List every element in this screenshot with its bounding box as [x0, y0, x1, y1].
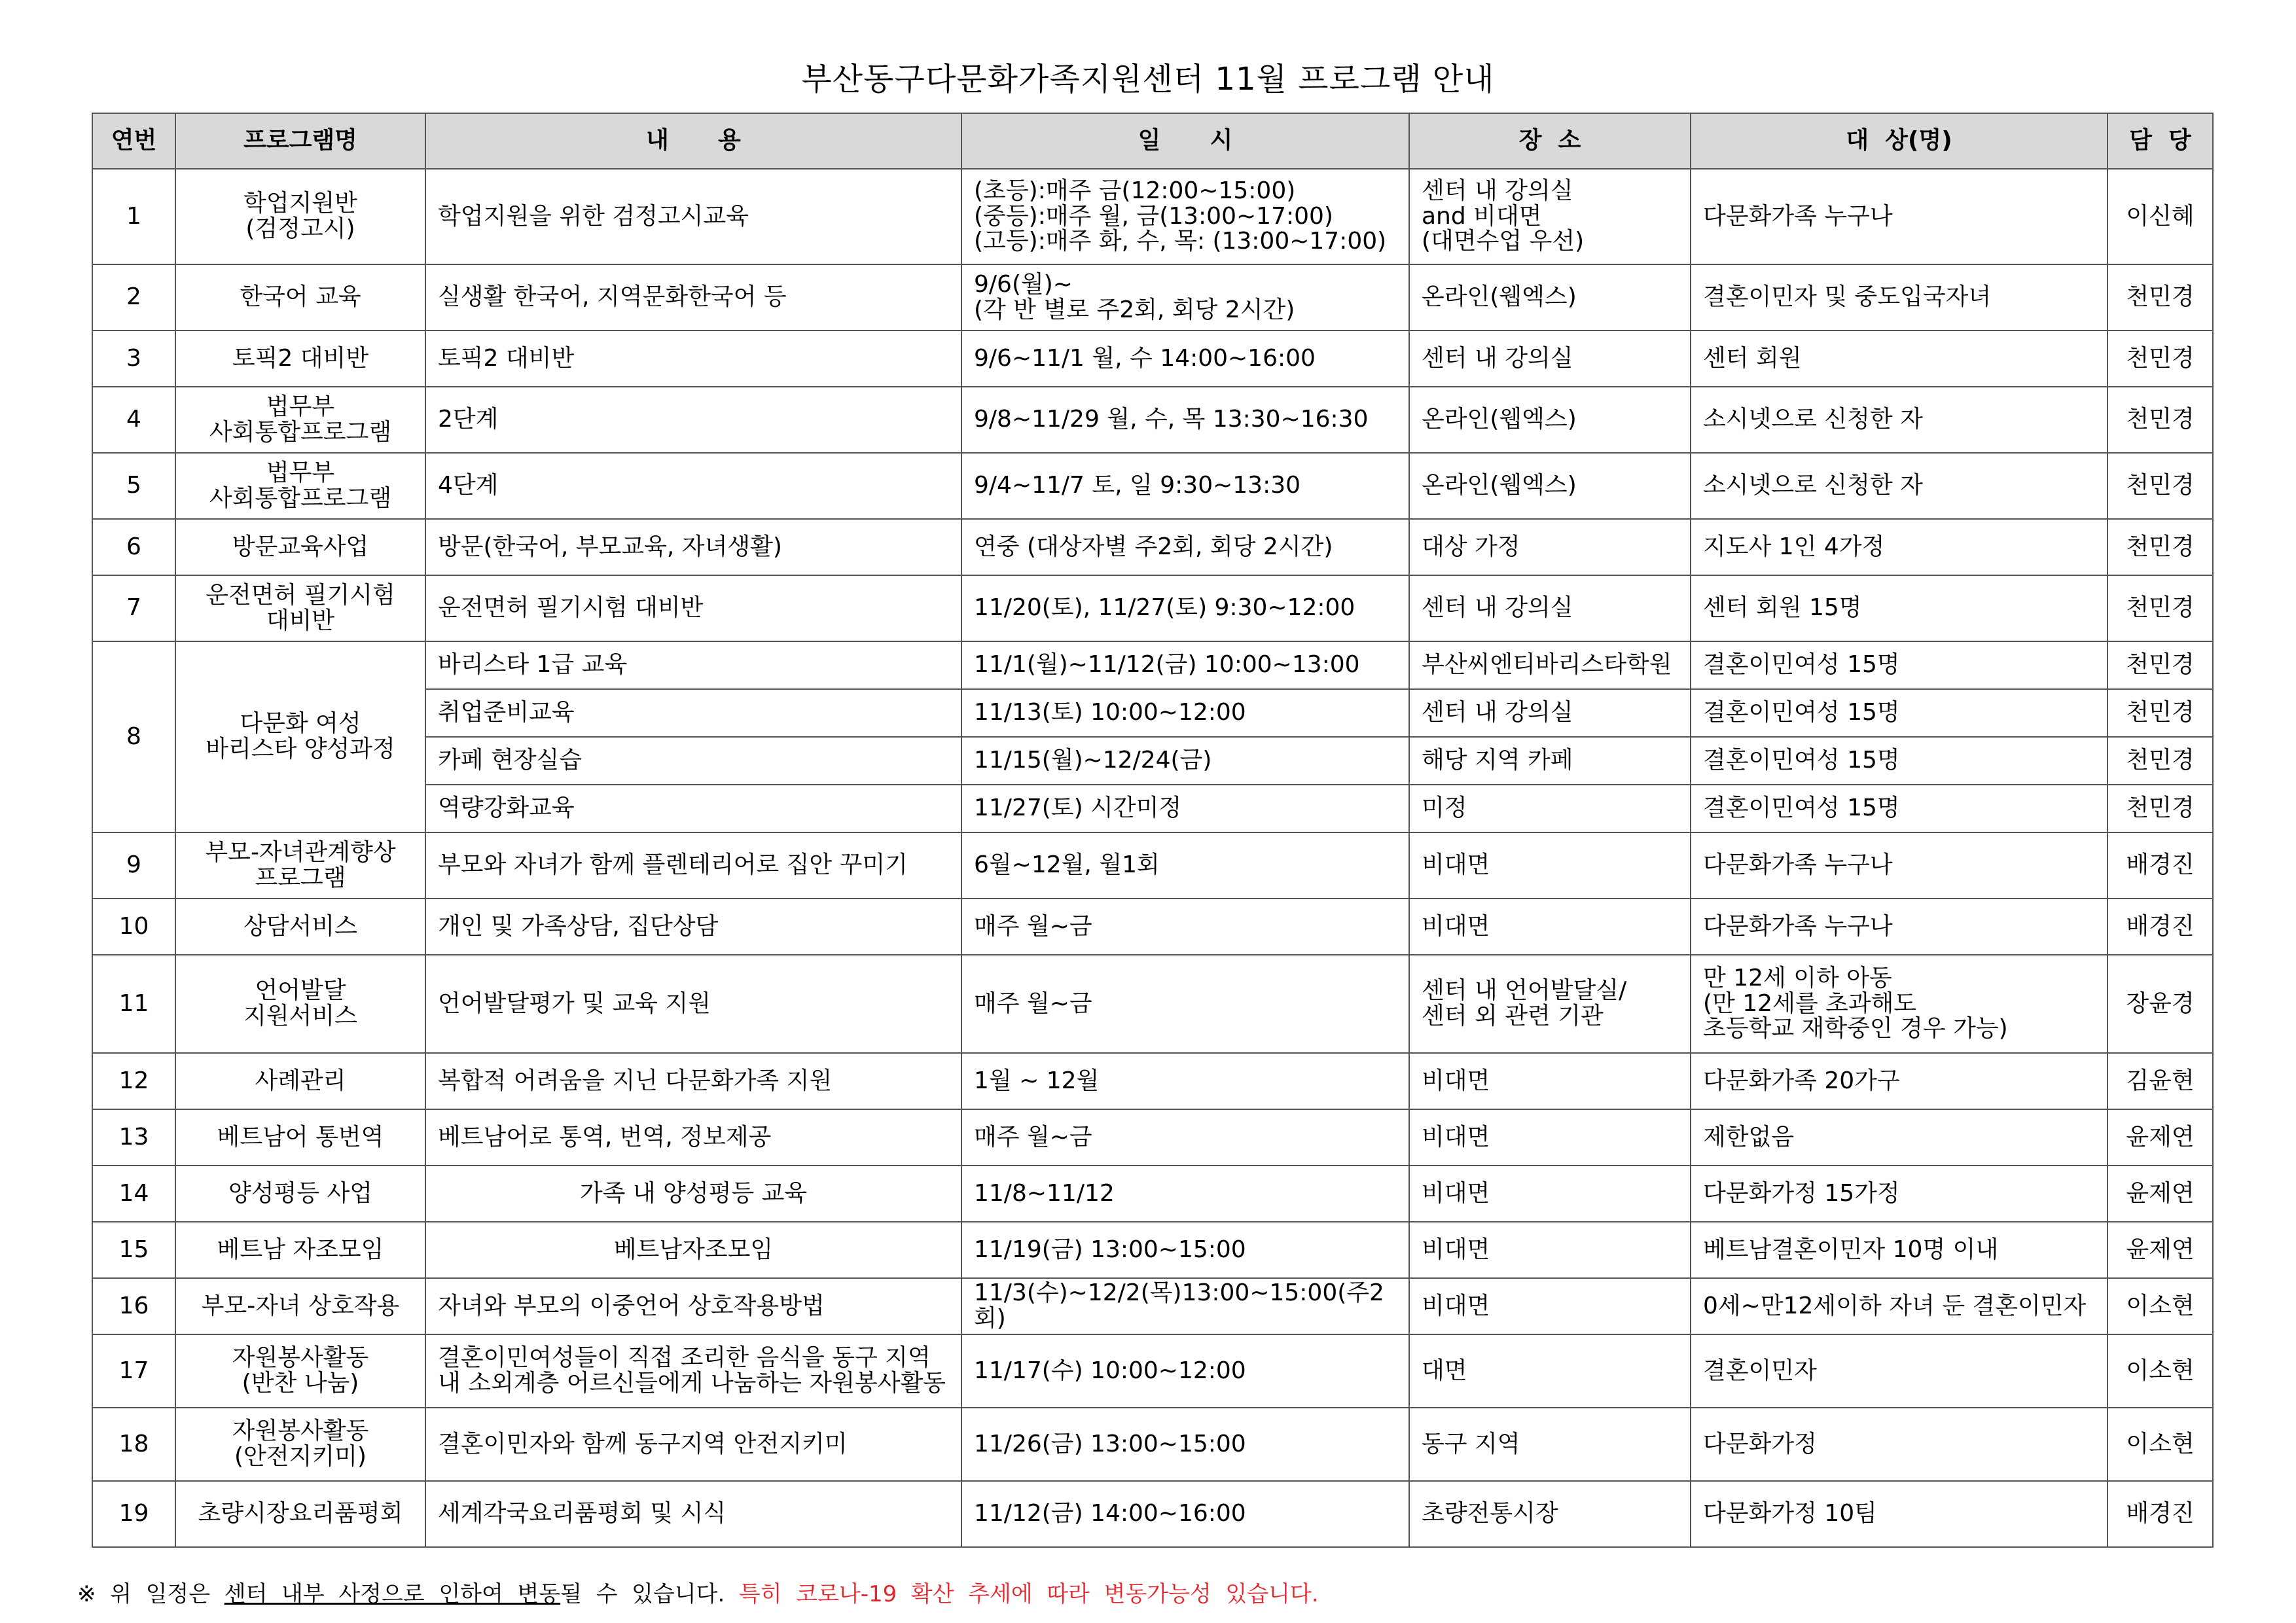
row-no: 10 — [92, 899, 175, 955]
row-place: 부산씨엔티바리스타학원 — [1409, 641, 1691, 689]
table-row — [92, 169, 2213, 264]
note-prefix: ※ 위 일정은 — [77, 1581, 224, 1607]
row-schedule: 11/20(토), 11/27(토) 9:30~12:00 — [961, 575, 1409, 641]
row-target: 만 12세 이하 아동 (만 12세를 초과해도 초등학교 재학중인 경우 가능) — [1691, 955, 2108, 1053]
row-content: 결혼이민여성들이 직접 조리한 음식을 동구 지역 내 소외계층 어르신들에게 나눔하는 자원봉사활동 — [425, 1334, 961, 1408]
row-schedule: 11/1(월)~11/12(금) 10:00~13:00 — [961, 641, 1409, 689]
table-row — [92, 575, 2213, 641]
table-row — [92, 1408, 2213, 1481]
table-row — [92, 1334, 2213, 1408]
row-target: 결혼이민여성 15명 — [1691, 689, 2108, 737]
table-row — [92, 832, 2213, 899]
row-no: 9 — [92, 832, 175, 899]
row-program: 베트남어 통번역 — [175, 1109, 425, 1166]
row-manager: 배경진 — [2108, 899, 2213, 955]
header-manager: 담 당 — [2108, 113, 2213, 169]
row-program: 상담서비스 — [175, 899, 425, 955]
row-no: 12 — [92, 1053, 175, 1109]
row-place: 해당 지역 카페 — [1409, 737, 1691, 785]
table-row — [92, 1053, 2213, 1109]
table-row — [92, 264, 2213, 330]
row-place: 센터 내 강의실 — [1409, 575, 1691, 641]
row-place: 비대면 — [1409, 1278, 1691, 1334]
row-manager: 천민경 — [2108, 737, 2213, 785]
row-program: 언어발달 지원서비스 — [175, 955, 425, 1053]
row-schedule: 6월~12월, 월1회 — [961, 832, 1409, 899]
row-place: 비대면 — [1409, 1166, 1691, 1222]
row-manager: 천민경 — [2108, 330, 2213, 387]
row-no: 17 — [92, 1334, 175, 1408]
row-no: 16 — [92, 1278, 175, 1334]
row-content: 토픽2 대비반 — [425, 330, 961, 387]
header-content: 내 용 — [425, 113, 961, 169]
row-place: 초량전통시장 — [1409, 1481, 1691, 1547]
row-content: 2단계 — [425, 387, 961, 453]
row-no: 4 — [92, 387, 175, 453]
row-manager: 천민경 — [2108, 785, 2213, 832]
row-manager: 천민경 — [2108, 689, 2213, 737]
row-content: 4단계 — [425, 453, 961, 519]
row-schedule: 11/12(금) 14:00~16:00 — [961, 1481, 1409, 1547]
row-no: 11 — [92, 955, 175, 1053]
row-no: 8 — [92, 641, 175, 832]
row-content: 베트남자조모임 — [425, 1222, 961, 1278]
row-schedule: 11/15(월)~12/24(금) — [961, 737, 1409, 785]
row-target: 다문화가정 15가정 — [1691, 1166, 2108, 1222]
row-target: 다문화가족 20가구 — [1691, 1053, 2108, 1109]
row-program: 사례관리 — [175, 1053, 425, 1109]
row-content: 세계각국요리품평회 및 시식 — [425, 1481, 961, 1547]
row-manager: 이소현 — [2108, 1278, 2213, 1334]
row-target: 지도사 1인 4가정 — [1691, 519, 2108, 575]
row-no: 15 — [92, 1222, 175, 1278]
row-content: 역량강화교육 — [425, 785, 961, 832]
table-row — [92, 387, 2213, 453]
row-target: 센터 회원 15명 — [1691, 575, 2108, 641]
row-schedule: 11/27(토) 시간미정 — [961, 785, 1409, 832]
row-target: 다문화가족 누구나 — [1691, 832, 2108, 899]
row-place: 온라인(웹엑스) — [1409, 453, 1691, 519]
row-program: 부모-자녀 상호작용 — [175, 1278, 425, 1334]
table-row — [92, 330, 2213, 387]
row-target: 제한없음 — [1691, 1109, 2108, 1166]
row-content: 가족 내 양성평등 교육 — [425, 1166, 961, 1222]
header-program: 프로그램명 — [175, 113, 425, 169]
row-content: 방문(한국어, 부모교육, 자녀생활) — [425, 519, 961, 575]
row-content: 실생활 한국어, 지역문화한국어 등 — [425, 264, 961, 330]
table-row — [92, 519, 2213, 575]
row-manager: 천민경 — [2108, 264, 2213, 330]
row-manager: 배경진 — [2108, 1481, 2213, 1547]
table-row — [92, 1278, 2213, 1334]
table-body — [92, 169, 2213, 1547]
row-schedule: 매주 월~금 — [961, 899, 1409, 955]
row-program: 토픽2 대비반 — [175, 330, 425, 387]
row-content: 부모와 자녀가 함께 플렌테리어로 집안 꾸미기 — [425, 832, 961, 899]
row-schedule: 9/6~11/1 월, 수 14:00~16:00 — [961, 330, 1409, 387]
row-program: 양성평등 사업 — [175, 1166, 425, 1222]
note-underlined: 센터 내부 사정으로 인하여 변동 — [224, 1581, 561, 1607]
page-title: 부산동구다문화가족지원센터 11월 프로그램 안내 — [801, 61, 1495, 98]
row-manager: 천민경 — [2108, 575, 2213, 641]
row-schedule: 9/6(월)~ (각 반 별로 주2회, 회당 2시간) — [961, 264, 1409, 330]
row-program: 베트남 자조모임 — [175, 1222, 425, 1278]
row-target: 소시넷으로 신청한 자 — [1691, 453, 2108, 519]
row-schedule: 11/3(수)~12/2(목)13:00~15:00(주2회) — [961, 1278, 1409, 1334]
row-schedule: 1월 ~ 12월 — [961, 1053, 1409, 1109]
row-no: 7 — [92, 575, 175, 641]
table-row — [92, 1166, 2213, 1222]
row-place: 센터 내 강의실 and 비대면 (대면수업 우선) — [1409, 169, 1691, 264]
row-schedule: 11/26(금) 13:00~15:00 — [961, 1408, 1409, 1481]
row-target: 결혼이민여성 15명 — [1691, 737, 2108, 785]
row-manager: 이신혜 — [2108, 169, 2213, 264]
row-target: 베트남결혼이민자 10명 이내 — [1691, 1222, 2108, 1278]
row-program: 자원봉사활동 (반찬 나눔) — [175, 1334, 425, 1408]
row-content: 바리스타 1급 교육 — [425, 641, 961, 689]
row-program: 자원봉사활동 (안전지키미) — [175, 1408, 425, 1481]
row-schedule: 9/8~11/29 월, 수, 목 13:30~16:30 — [961, 387, 1409, 453]
row-program: 방문교육사업 — [175, 519, 425, 575]
row-target: 결혼이민여성 15명 — [1691, 785, 2108, 832]
row-no: 14 — [92, 1166, 175, 1222]
row-place: 미정 — [1409, 785, 1691, 832]
row-target: 0세~만12세이하 자녀 둔 결혼이민자 — [1691, 1278, 2108, 1334]
footer-note — [77, 1576, 1319, 1608]
row-no: 6 — [92, 519, 175, 575]
row-program: 운전면허 필기시험 대비반 — [175, 575, 425, 641]
row-manager: 천민경 — [2108, 387, 2213, 453]
row-schedule: 매주 월~금 — [961, 955, 1409, 1053]
row-target: 결혼이민자 — [1691, 1334, 2108, 1408]
row-place: 비대면 — [1409, 1222, 1691, 1278]
row-place: 비대면 — [1409, 899, 1691, 955]
row-content: 결혼이민자와 함께 동구지역 안전지키미 — [425, 1408, 961, 1481]
row-manager: 천민경 — [2108, 641, 2213, 689]
row-place: 비대면 — [1409, 1109, 1691, 1166]
row-target: 다문화가정 10팀 — [1691, 1481, 2108, 1547]
row-content: 베트남어로 통역, 번역, 정보제공 — [425, 1109, 961, 1166]
row-place: 센터 내 언어발달실/ 센터 외 관련 기관 — [1409, 955, 1691, 1053]
row-schedule: 11/19(금) 13:00~15:00 — [961, 1222, 1409, 1278]
row-manager: 윤제연 — [2108, 1222, 2213, 1278]
row-program: 학업지원반 (검정고시) — [175, 169, 425, 264]
header-place: 장 소 — [1409, 113, 1691, 169]
table-row — [92, 955, 2213, 1053]
row-no: 1 — [92, 169, 175, 264]
row-place: 센터 내 강의실 — [1409, 689, 1691, 737]
row-schedule: 매주 월~금 — [961, 1109, 1409, 1166]
table-row — [92, 641, 2213, 689]
row-target: 결혼이민여성 15명 — [1691, 641, 2108, 689]
row-program: 초량시장요리품평회 — [175, 1481, 425, 1547]
row-program: 부모-자녀관계향상 프로그램 — [175, 832, 425, 899]
row-schedule: 11/17(수) 10:00~12:00 — [961, 1334, 1409, 1408]
row-target: 다문화가족 누구나 — [1691, 169, 2108, 264]
row-content: 운전면허 필기시험 대비반 — [425, 575, 961, 641]
header-no: 연번 — [92, 113, 175, 169]
row-no: 2 — [92, 264, 175, 330]
row-target: 소시넷으로 신청한 자 — [1691, 387, 2108, 453]
row-schedule: (초등):매주 금(12:00~15:00) (중등):매주 월, 금(13:00~17:00) (고등):매주 화, 수, 목: (13:00~17:00) — [961, 169, 1409, 264]
row-no: 19 — [92, 1481, 175, 1547]
program-schedule-table — [92, 113, 2214, 1548]
row-target: 센터 회원 — [1691, 330, 2108, 387]
row-manager: 윤제연 — [2108, 1166, 2213, 1222]
row-content: 언어발달평가 및 교육 지원 — [425, 955, 961, 1053]
row-content: 취업준비교육 — [425, 689, 961, 737]
table-header-row — [92, 113, 2213, 169]
row-manager: 이소현 — [2108, 1334, 2213, 1408]
row-target: 결혼이민자 및 중도입국자녀 — [1691, 264, 2108, 330]
row-no: 18 — [92, 1408, 175, 1481]
row-manager: 천민경 — [2108, 453, 2213, 519]
row-place: 센터 내 강의실 — [1409, 330, 1691, 387]
row-place: 동구 지역 — [1409, 1408, 1691, 1481]
row-place: 온라인(웹엑스) — [1409, 264, 1691, 330]
row-program: 법무부 사회통합프로그램 — [175, 387, 425, 453]
row-program: 한국어 교육 — [175, 264, 425, 330]
table-row — [92, 1222, 2213, 1278]
row-manager: 천민경 — [2108, 519, 2213, 575]
row-no: 3 — [92, 330, 175, 387]
row-program: 법무부 사회통합프로그램 — [175, 453, 425, 519]
row-no: 13 — [92, 1109, 175, 1166]
row-content: 자녀와 부모의 이중언어 상호작용방법 — [425, 1278, 961, 1334]
table-row — [92, 1481, 2213, 1547]
row-manager: 윤제연 — [2108, 1109, 2213, 1166]
row-place: 비대면 — [1409, 1053, 1691, 1109]
row-content: 카페 현장실습 — [425, 737, 961, 785]
row-schedule: 11/8~11/12 — [961, 1166, 1409, 1222]
row-schedule: 9/4~11/7 토, 일 9:30~13:30 — [961, 453, 1409, 519]
row-target: 다문화가정 — [1691, 1408, 2108, 1481]
row-place: 온라인(웹엑스) — [1409, 387, 1691, 453]
row-place: 비대면 — [1409, 832, 1691, 899]
row-place: 대상 가정 — [1409, 519, 1691, 575]
header-target: 대 상(명) — [1691, 113, 2108, 169]
note-warning: 특히 코로나-19 확산 추세에 따라 변동가능성 있습니다. — [738, 1581, 1319, 1607]
row-schedule: 연중 (대상자별 주2회, 회당 2시간) — [961, 519, 1409, 575]
row-content: 학업지원을 위한 검정고시교육 — [425, 169, 961, 264]
row-manager: 이소현 — [2108, 1408, 2213, 1481]
table-row — [92, 453, 2213, 519]
row-no: 5 — [92, 453, 175, 519]
row-manager: 김윤현 — [2108, 1053, 2213, 1109]
row-content: 복합적 어려움을 지닌 다문화가족 지원 — [425, 1053, 961, 1109]
table-row — [92, 899, 2213, 955]
row-schedule: 11/13(토) 10:00~12:00 — [961, 689, 1409, 737]
row-manager: 배경진 — [2108, 832, 2213, 899]
header-schedule: 일 시 — [961, 113, 1409, 169]
row-place: 대면 — [1409, 1334, 1691, 1408]
table-row — [92, 1109, 2213, 1166]
note-middle: 될 수 있습니다. — [560, 1581, 739, 1607]
row-content: 개인 및 가족상담, 집단상담 — [425, 899, 961, 955]
row-target: 다문화가족 누구나 — [1691, 899, 2108, 955]
row-manager: 장윤경 — [2108, 955, 2213, 1053]
row-program: 다문화 여성 바리스타 양성과정 — [175, 641, 425, 832]
